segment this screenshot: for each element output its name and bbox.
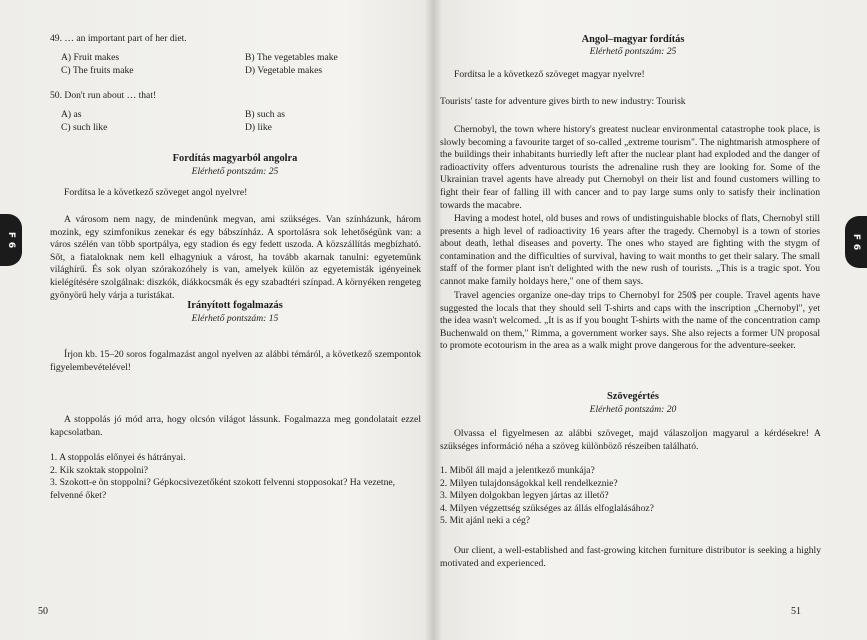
list-item: 1. Miből áll majd a jelentkező munkája? bbox=[440, 465, 595, 476]
q49-option-c: C) The fruits make bbox=[61, 65, 134, 76]
q50-option-d: D) like bbox=[245, 122, 272, 133]
essay-instruction: Írjon kb. 15–20 soros fogalmazást angol nyelven az alábbi témáról, a következő szempontok figyelembevételével! bbox=[50, 349, 421, 373]
left-page bbox=[0, 0, 433, 640]
en-hu-translation-instruction: Fordítsa le a következő szöveget magyar nyelvre! bbox=[454, 69, 645, 80]
question-49 bbox=[50, 33, 390, 46]
list-item: 3. Milyen dolgokban legyen jártas az illető? bbox=[440, 490, 609, 502]
list-item: 2. Milyen tulajdonságokkal kell rendelkeznie? bbox=[440, 477, 618, 489]
comprehension-instruction: Olvassa el figyelmesen az alábbi szöveget, majd válaszoljon magyarul a kérdésekre! A szükséges információ néha a szöveg különböző részeiben található. bbox=[440, 428, 821, 452]
right-page bbox=[434, 0, 867, 640]
essay-prompt: A stoppolás jó mód arra, hogy olcsón világot lássunk. Fogalmazza meg gondolatait ezzel kapcsolatban. bbox=[50, 414, 421, 438]
q50-option-a: A) as bbox=[61, 109, 82, 120]
en-hu-translation-title: Angol–magyar fordítás bbox=[581, 34, 685, 45]
article-paragraph-2: Having a modest hotel, old buses and rows of undistinguishable blocks of flats, Chernobyl still presents a high level of radioactivity 16 years after the tragedy. Chernobyl is a town of stories about death, lethal diseases and poverty. The ones who stayed are fighting with the stygm of contamination and the difficulties of survival, having to wait months to get their salary. The small staff of the former plant isn't delighted with the new rush of tourists. „This is a tragic spot. You cannot make family holdays here," one of them says. bbox=[440, 213, 820, 287]
essay-points: Elérhető pontszám: 15 bbox=[191, 313, 279, 324]
comprehension-title: Szövegértés bbox=[607, 391, 659, 402]
list-item: 2. Kik szoktak stoppolni? bbox=[50, 464, 149, 476]
question-50 bbox=[50, 90, 390, 103]
tab-number: 6 bbox=[5, 241, 16, 249]
essay-points-list bbox=[50, 452, 421, 502]
q49-option-d: D) Vegetable makes bbox=[245, 65, 323, 76]
en-hu-translation-points: Elérhető pontszám: 25 bbox=[589, 46, 677, 57]
comprehension-text: Our client, a well-established and fast-growing kitchen furniture distributor is seeking a highly motivated and experienced. bbox=[440, 545, 821, 569]
section-tab-right bbox=[845, 216, 867, 268]
page-number-left: 50 bbox=[38, 606, 48, 617]
article-paragraph-1: Chernobyl, the town where history's greatest nuclear environmental catastrophe took place, is slowly becoming a favourite target of so-called „extreme tourism". The nightmarish atmosphere of the buildings their inhabitants hurriedly left after the nuclear plant had exploded and the danger of radioactivity offers adventurous tourists the adrenaline rush they are looking for. Some of the Ukrainian travel agents have already put Chernobyl on their list and found customers willing to fight their fear of falling ill with cancer and to pay large sums only to satisfy their inclination towards the macabre. bbox=[440, 124, 820, 211]
section-tab-left bbox=[0, 214, 22, 266]
essay-title: Irányított fogalmazás bbox=[187, 300, 283, 311]
tab-letter: F bbox=[6, 231, 16, 239]
translation-title: Fordítás magyarból angolra bbox=[172, 153, 298, 164]
translation-instruction: Fordítsa le a következő szöveget angol nyelvre! bbox=[64, 187, 248, 198]
translation-text: A városom nem nagy, de mindenünk megvan, ami szükséges. Van színházunk, három mozink, egy szimfonikus zenekar és egy bábszínház. A sportolásra sok lehetőségünk van: a város szélén van több sportpálya, egy stadion és egy fedett uszoda. A közszállítás megbízható. Sőt, a fiataloknak nem kell elhagyniuk a várost, ha tovább akarnak tanulni: egyetemünk világhírű. És sok olyan szórakozóhely is van, amelyek külön az egyetemisták igényeinek kielégítésére szolgálnak: diszkók, diákkocsmák és egy szabadtéri színpad. A környéken rengeteg gyönyörű hely várja a turistákat. bbox=[50, 214, 421, 301]
list-item: 4. Milyen végzettség szükséges az állás elfoglalásához? bbox=[440, 502, 654, 514]
page-number-right: 51 bbox=[791, 606, 801, 617]
comprehension-questions bbox=[440, 465, 820, 528]
list-item: 1. A stoppolás előnyei és hátrányai. bbox=[50, 452, 186, 463]
article-headline: Tourists' taste for adventure gives birth to new industry: Tourisk bbox=[440, 96, 686, 107]
q49-option-a: A) Fruit makes bbox=[61, 52, 120, 63]
comprehension-points: Elérhető pontszám: 20 bbox=[589, 404, 677, 415]
tab-number: 6 bbox=[850, 243, 861, 251]
q50-option-c: C) such like bbox=[61, 122, 108, 133]
tab-letter: F bbox=[851, 233, 861, 241]
article-paragraph-3: Travel agencies organize one-day trips to Chernobyl for 250$ per couple. Travel agents have suggested the locals that they should sell T-shirts and caps with the inscription „Chernobyl", yet the idea wasn't welcomed. „It is as if you bought T-shirts with the name of the concentration camp Buchenwald on them," Rimma, a government worker says. She also rejects a former UN proposal to promote ecotourism in the area as a walk might prove dangerous for the adventure-seeker. bbox=[440, 290, 820, 352]
list-item: 5. Mit ajánl neki a cég? bbox=[440, 515, 531, 527]
q50-option-b: B) such as bbox=[245, 109, 285, 120]
list-item: 3. Szokott-e ön stoppolni? Gépkocsivezetőként szokott felvenni stopposokat? Ha vezetne, felvenné őket? bbox=[50, 477, 396, 501]
question-49-stem: 49. … an important part of her diet. bbox=[50, 33, 187, 44]
translation-points: Elérhető pontszám: 25 bbox=[191, 166, 279, 177]
question-50-stem: 50. Don't run about … that! bbox=[50, 90, 157, 101]
q49-option-b: B) The vegetables make bbox=[245, 52, 338, 63]
